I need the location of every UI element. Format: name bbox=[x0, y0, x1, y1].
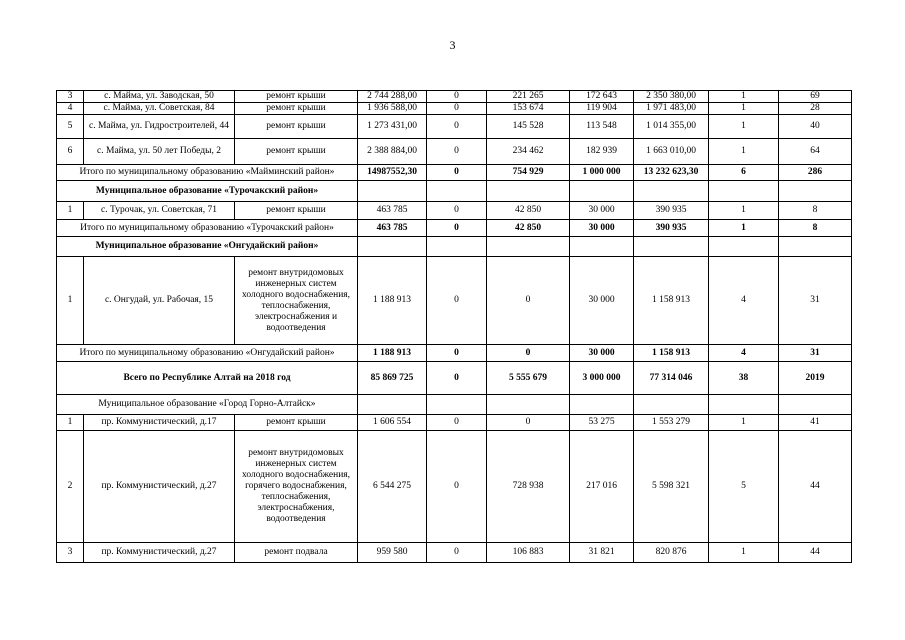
value-cell: 31 bbox=[779, 257, 852, 345]
value-cell: 0 bbox=[427, 362, 487, 395]
value-cell: 1 bbox=[709, 415, 779, 431]
empty-cell bbox=[487, 237, 570, 257]
work-type-cell: ремонт крыши bbox=[235, 415, 358, 431]
row-number: 3 bbox=[57, 91, 84, 103]
table-row bbox=[57, 139, 852, 165]
value-cell: 234 462 bbox=[487, 139, 570, 165]
table-row bbox=[57, 202, 852, 220]
value-cell: 0 bbox=[427, 257, 487, 345]
empty-cell bbox=[487, 181, 570, 202]
row-number: 4 bbox=[57, 103, 84, 115]
total-cost-cell: 2 388 884,00 bbox=[358, 139, 427, 165]
row-number: 1 bbox=[57, 202, 84, 220]
value-cell: 0 bbox=[427, 431, 487, 543]
value-cell: 13 232 623,30 bbox=[634, 165, 709, 181]
value-cell: 4 bbox=[709, 345, 779, 362]
value-cell: 0 bbox=[427, 103, 487, 115]
value-cell: 42 850 bbox=[487, 202, 570, 220]
value-cell: 38 bbox=[709, 362, 779, 395]
value-cell: 1 bbox=[709, 115, 779, 139]
empty-cell bbox=[427, 237, 487, 257]
value-cell: 30 000 bbox=[570, 257, 634, 345]
subtotal-row bbox=[57, 165, 852, 181]
row-number: 1 bbox=[57, 257, 84, 345]
value-cell: 44 bbox=[779, 543, 852, 563]
value-cell: 44 bbox=[779, 431, 852, 543]
empty-cell bbox=[427, 395, 487, 415]
work-type-cell: ремонт крыши bbox=[235, 202, 358, 220]
address-cell: пр. Коммунистический, д.27 bbox=[84, 543, 235, 563]
repair-program-table bbox=[56, 90, 852, 563]
value-cell: 1 014 355,00 bbox=[634, 115, 709, 139]
value-cell: 5 555 679 bbox=[487, 362, 570, 395]
page-number: 3 bbox=[449, 38, 456, 52]
empty-cell bbox=[427, 181, 487, 202]
value-cell: 3 000 000 bbox=[570, 362, 634, 395]
address-cell: пр. Коммунистический, д.27 bbox=[84, 431, 235, 543]
table-row bbox=[57, 115, 852, 139]
total-cost-cell: 1 936 588,00 bbox=[358, 103, 427, 115]
total-cost-cell: 1 188 913 bbox=[358, 345, 427, 362]
value-cell: 221 265 bbox=[487, 91, 570, 103]
value-cell: 31 bbox=[779, 345, 852, 362]
empty-cell bbox=[570, 237, 634, 257]
empty-cell bbox=[634, 395, 709, 415]
section-title: Муниципальное образование «Онгудайский район» bbox=[57, 237, 358, 257]
value-cell: 0 bbox=[427, 91, 487, 103]
address-cell: с. Майма, ул. Советская, 84 bbox=[84, 103, 235, 115]
value-cell: 0 bbox=[487, 415, 570, 431]
value-cell: 153 674 bbox=[487, 103, 570, 115]
value-cell: 8 bbox=[779, 220, 852, 237]
total-cost-cell: 959 580 bbox=[358, 543, 427, 563]
section-title: Муниципальное образование «Турочакский район» bbox=[57, 181, 358, 202]
empty-cell bbox=[358, 181, 427, 202]
subtotal-label: Итого по муниципальному образованию «Майминский район» bbox=[57, 165, 358, 181]
total-cost-cell: 85 869 725 bbox=[358, 362, 427, 395]
value-cell: 390 935 bbox=[634, 220, 709, 237]
value-cell: 1 bbox=[709, 543, 779, 563]
value-cell: 820 876 bbox=[634, 543, 709, 563]
value-cell: 30 000 bbox=[570, 345, 634, 362]
work-type-cell: ремонт внутридомовых инженерных систем холодного водоснабжения, горячего водоснабжения, теплоснабжения, электроснабжения, водоотведения bbox=[235, 431, 358, 543]
row-number: 5 bbox=[57, 115, 84, 139]
work-type-cell: ремонт крыши bbox=[235, 115, 358, 139]
value-cell: 2019 bbox=[779, 362, 852, 395]
value-cell: 2 350 380,00 bbox=[634, 91, 709, 103]
value-cell: 5 598 321 bbox=[634, 431, 709, 543]
value-cell: 30 000 bbox=[570, 220, 634, 237]
empty-cell bbox=[487, 395, 570, 415]
section-header-row bbox=[57, 395, 852, 415]
empty-cell bbox=[779, 237, 852, 257]
address-cell: с. Турочак, ул. Советская, 71 bbox=[84, 202, 235, 220]
section-header-row bbox=[57, 181, 852, 202]
value-cell: 1 158 913 bbox=[634, 345, 709, 362]
address-cell: с. Майма, ул. Гидростроителей, 44 bbox=[84, 115, 235, 139]
value-cell: 69 bbox=[779, 91, 852, 103]
empty-cell bbox=[570, 395, 634, 415]
value-cell: 41 bbox=[779, 415, 852, 431]
value-cell: 0 bbox=[427, 220, 487, 237]
empty-cell bbox=[709, 395, 779, 415]
grand-total-label: Всего по Республике Алтай на 2018 год bbox=[57, 362, 358, 395]
value-cell: 53 275 bbox=[570, 415, 634, 431]
row-number: 1 bbox=[57, 415, 84, 431]
value-cell: 1 663 010,00 bbox=[634, 139, 709, 165]
empty-cell bbox=[779, 395, 852, 415]
value-cell: 1 bbox=[709, 91, 779, 103]
table-row bbox=[57, 257, 852, 345]
value-cell: 0 bbox=[427, 139, 487, 165]
work-type-cell: ремонт подвала bbox=[235, 543, 358, 563]
empty-cell bbox=[570, 181, 634, 202]
empty-cell bbox=[634, 181, 709, 202]
table-row bbox=[57, 103, 852, 115]
value-cell: 1 bbox=[709, 139, 779, 165]
value-cell: 8 bbox=[779, 202, 852, 220]
address-cell: с. Онгудай, ул. Рабочая, 15 bbox=[84, 257, 235, 345]
subtotal-label: Итого по муниципальному образованию «Турочакский район» bbox=[57, 220, 358, 237]
value-cell: 64 bbox=[779, 139, 852, 165]
subtotal-row bbox=[57, 220, 852, 237]
total-cost-cell: 1 606 554 bbox=[358, 415, 427, 431]
empty-cell bbox=[779, 181, 852, 202]
row-number: 3 bbox=[57, 543, 84, 563]
value-cell: 77 314 046 bbox=[634, 362, 709, 395]
value-cell: 145 528 bbox=[487, 115, 570, 139]
value-cell: 1 bbox=[709, 220, 779, 237]
value-cell: 119 904 bbox=[570, 103, 634, 115]
value-cell: 31 821 bbox=[570, 543, 634, 563]
value-cell: 1 bbox=[709, 202, 779, 220]
value-cell: 754 929 bbox=[487, 165, 570, 181]
total-cost-cell: 463 785 bbox=[358, 220, 427, 237]
subtotal-row bbox=[57, 345, 852, 362]
value-cell: 1 bbox=[709, 103, 779, 115]
value-cell: 28 bbox=[779, 103, 852, 115]
value-cell: 172 643 bbox=[570, 91, 634, 103]
row-number: 2 bbox=[57, 431, 84, 543]
value-cell: 390 935 bbox=[634, 202, 709, 220]
section-header-row bbox=[57, 237, 852, 257]
total-cost-cell: 1 188 913 bbox=[358, 257, 427, 345]
value-cell: 1 553 279 bbox=[634, 415, 709, 431]
work-type-cell: ремонт внутридомовых инженерных систем холодного водоснабжения, теплоснабжения, электроснабжения и водоотведения bbox=[235, 257, 358, 345]
work-type-cell: ремонт крыши bbox=[235, 91, 358, 103]
address-cell: с. Майма, ул. 50 лет Победы, 2 bbox=[84, 139, 235, 165]
total-cost-cell: 6 544 275 bbox=[358, 431, 427, 543]
subtotal-label: Итого по муниципальному образованию «Онгудайский район» bbox=[57, 345, 358, 362]
value-cell: 0 bbox=[427, 543, 487, 563]
value-cell: 0 bbox=[427, 165, 487, 181]
empty-cell bbox=[634, 237, 709, 257]
empty-cell bbox=[358, 237, 427, 257]
total-cost-cell: 463 785 bbox=[358, 202, 427, 220]
value-cell: 217 016 bbox=[570, 431, 634, 543]
value-cell: 182 939 bbox=[570, 139, 634, 165]
value-cell: 0 bbox=[427, 345, 487, 362]
row-number: 6 bbox=[57, 139, 84, 165]
value-cell: 113 548 bbox=[570, 115, 634, 139]
total-cost-cell: 1 273 431,00 bbox=[358, 115, 427, 139]
value-cell: 5 bbox=[709, 431, 779, 543]
value-cell: 0 bbox=[427, 115, 487, 139]
address-cell: пр. Коммунистический, д.17 bbox=[84, 415, 235, 431]
value-cell: 0 bbox=[487, 345, 570, 362]
value-cell: 1 158 913 bbox=[634, 257, 709, 345]
table-row bbox=[57, 415, 852, 431]
empty-cell bbox=[709, 181, 779, 202]
table-row bbox=[57, 91, 852, 103]
work-type-cell: ремонт крыши bbox=[235, 139, 358, 165]
empty-cell bbox=[358, 395, 427, 415]
value-cell: 6 bbox=[709, 165, 779, 181]
value-cell: 0 bbox=[427, 415, 487, 431]
work-type-cell: ремонт крыши bbox=[235, 103, 358, 115]
value-cell: 42 850 bbox=[487, 220, 570, 237]
value-cell: 286 bbox=[779, 165, 852, 181]
value-cell: 728 938 bbox=[487, 431, 570, 543]
total-cost-cell: 14987552,30 bbox=[358, 165, 427, 181]
table-row bbox=[57, 431, 852, 543]
value-cell: 30 000 bbox=[570, 202, 634, 220]
address-cell: с. Майма, ул. Заводская, 50 bbox=[84, 91, 235, 103]
empty-cell bbox=[709, 237, 779, 257]
value-cell: 0 bbox=[427, 202, 487, 220]
value-cell: 40 bbox=[779, 115, 852, 139]
value-cell: 106 883 bbox=[487, 543, 570, 563]
value-cell: 1 971 483,00 bbox=[634, 103, 709, 115]
total-cost-cell: 2 744 288,00 bbox=[358, 91, 427, 103]
value-cell: 0 bbox=[487, 257, 570, 345]
section-title: Муниципальное образование «Город Горно-Алтайск» bbox=[57, 395, 358, 415]
value-cell: 4 bbox=[709, 257, 779, 345]
table-row bbox=[57, 543, 852, 563]
value-cell: 1 000 000 bbox=[570, 165, 634, 181]
grand-total-row bbox=[57, 362, 852, 395]
